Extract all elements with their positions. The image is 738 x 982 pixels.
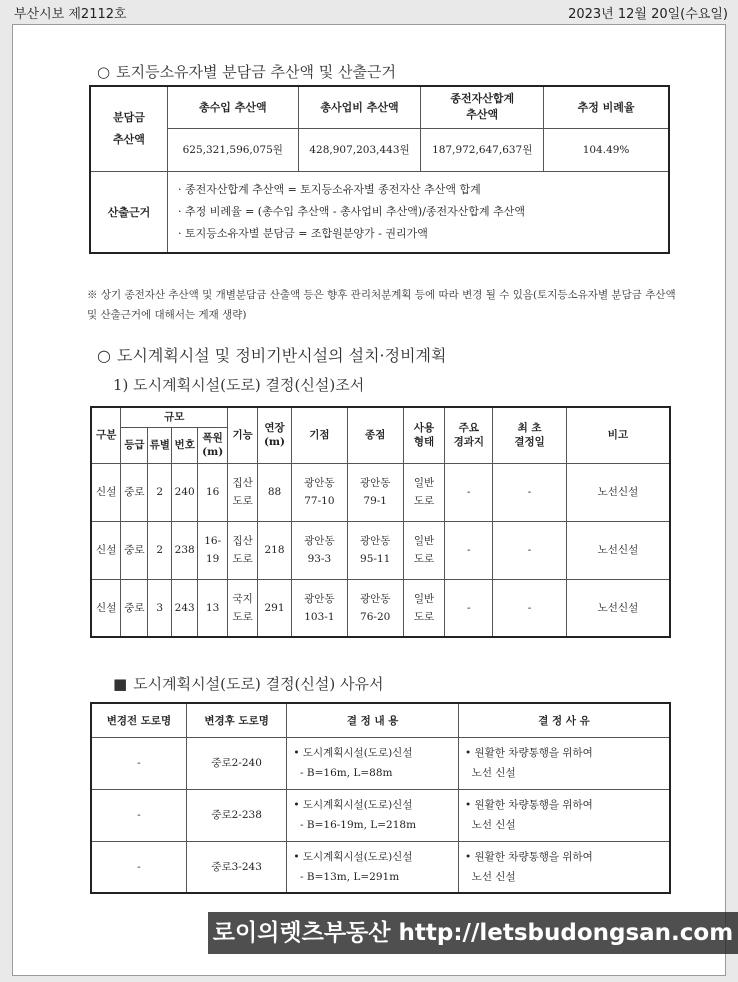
cell-function: 국지 도로 <box>228 579 258 637</box>
cell-length: 88 <box>258 463 292 521</box>
header-number: 번호 <box>172 427 198 463</box>
cell-via: - <box>445 521 493 579</box>
cell-first-date: - <box>493 521 567 579</box>
cell-after-road: 중로2-240 <box>186 737 286 789</box>
cell-end: 광안동 76-20 <box>347 579 403 637</box>
header-first-date: 최 초 결정일 <box>493 407 567 463</box>
header-decision-content: 결 정 내 용 <box>287 703 459 737</box>
header-function: 기능 <box>228 407 258 463</box>
table-row <box>91 841 670 893</box>
cell-decision-content: • 도시계획시설(도로)신설 - B=16m, L=88m <box>287 737 459 789</box>
road-decision-table <box>90 406 671 638</box>
cell-decision-reason: • 원활한 차량통행을 위하여 노선 신설 <box>459 737 671 789</box>
cell-grade: 중로 <box>121 463 148 521</box>
cell-function: 집산 도로 <box>228 521 258 579</box>
section2-subtitle: 1) 도시계획시설(도로) 결정(신설)조서 <box>113 376 365 394</box>
column-header: 추정 비례율 <box>544 86 669 128</box>
cell-remarks: 노선신설 <box>566 579 670 637</box>
cell-after-road: 중로2-238 <box>186 789 286 841</box>
cell-before-road: - <box>91 841 186 893</box>
cell-width: 13 <box>198 579 228 637</box>
cell-first-date: - <box>493 579 567 637</box>
cell-length: 218 <box>258 521 292 579</box>
section2-heading <box>97 343 446 366</box>
total-cost-value: 428,907,203,443원 <box>298 128 421 171</box>
cell-before-road: - <box>91 737 186 789</box>
contribution-estimate-table <box>89 85 670 254</box>
basis-line: · 추정 비례율 = (총수입 추산액 - 총사업비 추산액)/종전자산합계 추산액 <box>177 204 526 218</box>
cell-start: 광안동 77-10 <box>291 463 347 521</box>
header-length: 연장 (m) <box>258 407 292 463</box>
circle-bullet-icon: ○ <box>97 346 111 365</box>
header-type: 류별 <box>148 427 172 463</box>
header-before-road: 변경전 도로명 <box>91 703 186 737</box>
section3-title: 도시계획시설(도로) 결정(신설) 사유서 <box>133 675 384 693</box>
cell-type: 2 <box>148 521 172 579</box>
cell-usage: 일반 도로 <box>403 579 445 637</box>
cell-decision-content: • 도시계획시설(도로)신설 - B=16-19m, L=218m <box>287 789 459 841</box>
estimate-footnote: ※ 상기 종전자산 추산액 및 개별분담금 산출액 등은 향후 관리처분계획 등에 따라 변경 될 수 있음(토지등소유자별 분담금 추산액 및 산출근거에 대해서는 게재 생략) <box>87 289 676 321</box>
contribution-row-label: 분담금 추산액 <box>90 86 167 171</box>
basis-line: · 종전자산합계 추산액 = 토지등소유자별 종전자산 추산액 합계 <box>177 182 481 196</box>
page-header <box>0 0 738 22</box>
section1-heading <box>97 61 396 82</box>
header-end: 종점 <box>347 407 403 463</box>
cell-number: 243 <box>172 579 198 637</box>
column-header: 총수입 추산액 <box>167 86 298 128</box>
square-bullet-icon: ■ <box>113 675 128 693</box>
header-scale: 규모 <box>121 407 228 427</box>
cell-end: 광안동 95-11 <box>347 521 403 579</box>
header-width: 폭원 (m) <box>198 427 228 463</box>
cell-gubun: 신설 <box>91 463 121 521</box>
basis-line: · 토지등소유자별 분담금 = 조합원분양가 - 권리가액 <box>177 226 428 240</box>
table-row <box>91 579 670 637</box>
cell-via: - <box>445 579 493 637</box>
cell-function: 집산 도로 <box>228 463 258 521</box>
cell-type: 2 <box>148 463 172 521</box>
cell-start: 광안동 93-3 <box>291 521 347 579</box>
cell-usage: 일반 도로 <box>403 463 445 521</box>
estimated-ratio-value: 104.49% <box>544 128 669 171</box>
header-via: 주요 경과지 <box>445 407 493 463</box>
column-header: 총사업비 추산액 <box>298 86 421 128</box>
cell-start: 광안동 103-1 <box>291 579 347 637</box>
table-row <box>91 521 670 579</box>
cell-end: 광안동 79-1 <box>347 463 403 521</box>
site-watermark: 로이의렛츠부동산 http://letsbudongsan.com <box>208 912 738 954</box>
prior-asset-total-value: 187,972,647,637원 <box>421 128 544 171</box>
document-page <box>12 24 726 976</box>
cell-width: 16- 19 <box>198 521 228 579</box>
cell-length: 291 <box>258 579 292 637</box>
header-gubun: 구분 <box>91 407 121 463</box>
cell-number: 238 <box>172 521 198 579</box>
circle-bullet-icon: ○ <box>97 63 111 81</box>
decision-reason-table <box>90 702 671 894</box>
cell-type: 3 <box>148 579 172 637</box>
header-start: 기점 <box>291 407 347 463</box>
cell-gubun: 신설 <box>91 579 121 637</box>
cell-grade: 중로 <box>121 579 148 637</box>
cell-remarks: 노선신설 <box>566 463 670 521</box>
cell-first-date: - <box>493 463 567 521</box>
publication-issue: 부산시보 제2112호 <box>14 7 127 22</box>
publication-date: 2023년 12월 20일(수요일) <box>568 7 728 22</box>
header-grade: 등급 <box>121 427 148 463</box>
cell-grade: 중로 <box>121 521 148 579</box>
total-revenue-value: 625,321,596,075원 <box>167 128 298 171</box>
cell-decision-reason: • 원활한 차량통행을 위하여 노선 신설 <box>459 789 671 841</box>
cell-decision-content: • 도시계획시설(도로)신설 - B=13m, L=291m <box>287 841 459 893</box>
cell-remarks: 노선신설 <box>566 521 670 579</box>
cell-via: - <box>445 463 493 521</box>
cell-width: 16 <box>198 463 228 521</box>
table-row <box>91 737 670 789</box>
cell-number: 240 <box>172 463 198 521</box>
basis-label: 산출근거 <box>90 171 167 253</box>
table-row <box>91 789 670 841</box>
table-row <box>91 463 670 521</box>
header-after-road: 변경후 도로명 <box>186 703 286 737</box>
basis-content <box>167 171 669 253</box>
header-usage: 사용 형태 <box>403 407 445 463</box>
header-remarks: 비고 <box>566 407 670 463</box>
section2-title: 도시계획시설 및 정비기반시설의 설치·정비계획 <box>116 346 447 365</box>
cell-decision-reason: • 원활한 차량통행을 위하여 노선 신설 <box>459 841 671 893</box>
cell-after-road: 중로3-243 <box>186 841 286 893</box>
section3-heading <box>113 673 383 694</box>
section1-title: 토지등소유자별 분담금 추산액 및 산출근거 <box>116 63 396 81</box>
cell-gubun: 신설 <box>91 521 121 579</box>
column-header: 종전자산합계 추산액 <box>421 86 544 128</box>
cell-before-road: - <box>91 789 186 841</box>
cell-usage: 일반 도로 <box>403 521 445 579</box>
header-decision-reason: 결 정 사 유 <box>459 703 671 737</box>
